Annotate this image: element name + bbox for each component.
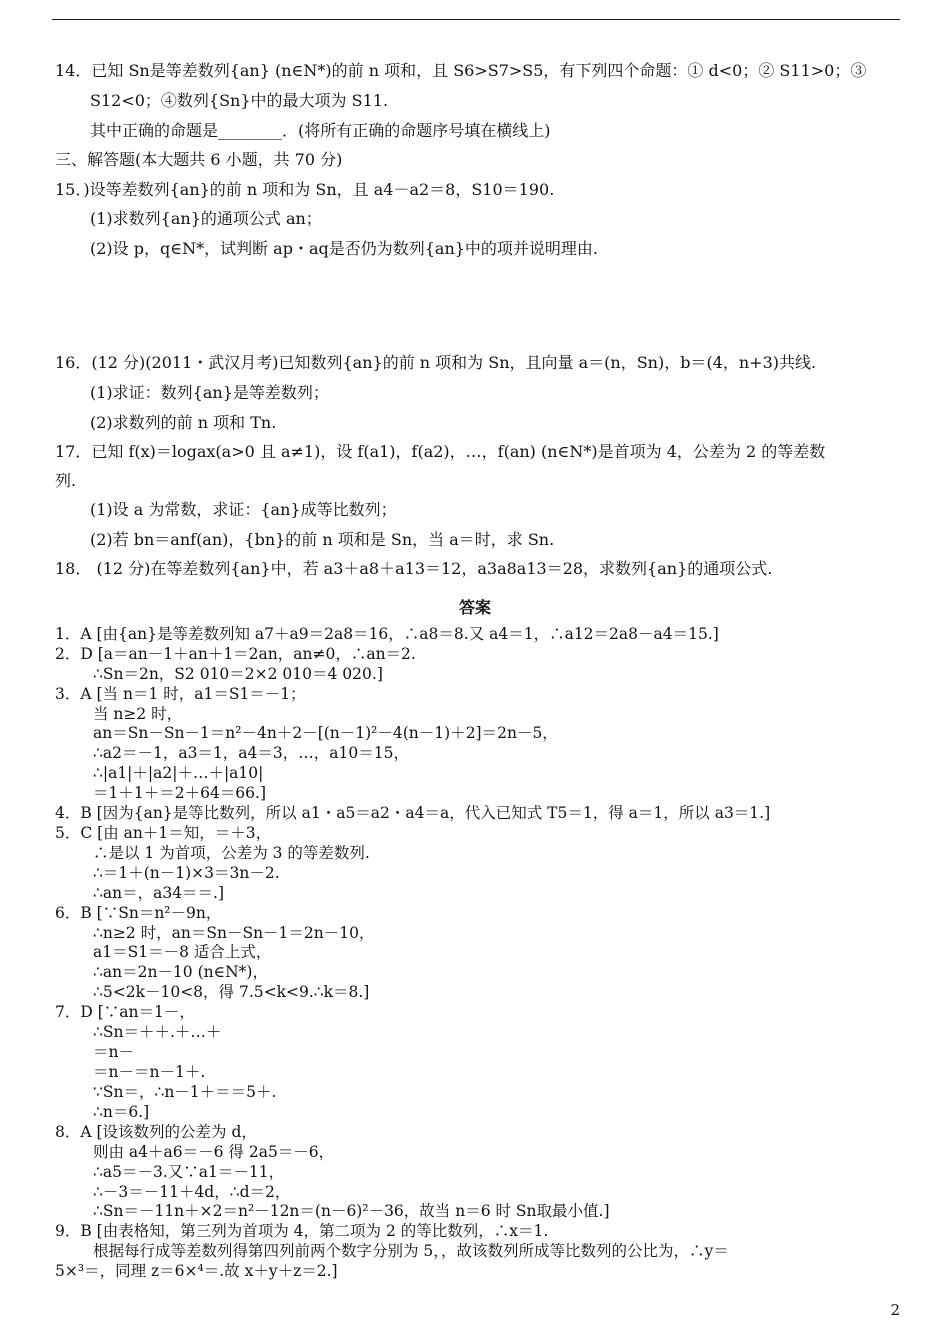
answer-line: ∴－3＝－11＋4d，∴d＝2，	[93, 1183, 291, 1201]
answer-line: ∴Sn＝2n，S2 010＝2×2 010＝4 020.]	[93, 665, 383, 683]
problem-line: 17．已知 f(x)＝logax(a>0 且 a≠1)，设 f(a1)，f(a2)，…，f(an) (n∈N*)是首项为 4，公差为 2 的等差数	[55, 442, 826, 461]
answer-line: ∴＝1＋(n－1)×3＝3n－2.	[93, 864, 280, 882]
answer-line: 则由 a4＋a6＝－6 得 2a5＝－6，	[93, 1143, 335, 1161]
answer-line: 7．D [∵an＝1－，	[55, 1003, 195, 1021]
answer-line: 8．A [设该数列的公差为 d，	[55, 1123, 257, 1141]
answer-line: 4．B [因为{an}是等比数列，所以 a1・a5＝a2・a4＝a，代入已知式 T5＝1，得 a＝1，所以 a3＝1.]	[55, 804, 771, 822]
answer-line: a1＝S1＝－8 适合上式，	[93, 943, 272, 961]
answer-line: ∴|a1|＋|a2|＋…＋|a10|	[93, 764, 264, 782]
answer-line: 6．B [∵Sn＝n²－9n，	[55, 904, 222, 922]
problem-line: 三、解答题(本大题共 6 小题，共 70 分)	[55, 150, 343, 169]
answer-line: 3．A [当 n＝1 时，a1＝S1＝－1；	[55, 685, 306, 703]
problem-line: 其中正确的命题是________．(将所有正确的命题序号填在横线上)	[90, 121, 551, 140]
problem-line: S12<0；④数列{Sn}中的最大项为 S11.	[90, 91, 389, 110]
answer-line: ∴an＝2n－10 (n∈N*)，	[93, 963, 268, 981]
answer-line: ∴n＝6.]	[93, 1103, 150, 1121]
problem-line: (2)设 p，q∈N*，试判断 ap・aq是否仍为数列{an}中的项并说明理由.	[90, 239, 599, 258]
problem-line: (2)若 bn＝anf(an)，{bn}的前 n 项和是 Sn，当 a＝时，求 Sn.	[90, 530, 555, 549]
answer-line: ＝n－	[93, 1043, 134, 1061]
problem-line: (2)求数列的前 n 项和 Tn.	[90, 413, 277, 432]
problem-line: 列.	[55, 471, 77, 490]
answer-line: 5．C [由 an＋1＝知，＝＋3，	[55, 824, 272, 842]
problem-line: 16．(12 分)(2011・武汉月考)已知数列{an}的前 n 项和为 Sn，且向量 a＝(n，Sn)，b＝(4，n+3)共线.	[55, 353, 817, 372]
answer-line: 9．B [由表格知，第三列为首项为 4，第二项为 2 的等比数列，∴x＝1.	[55, 1222, 549, 1240]
problem-line: 15．)设等差数列{an}的前 n 项和为 Sn，且 a4－a2＝8，S10＝190.	[55, 180, 555, 199]
answer-line: 2．D [a＝an－1＋an＋1＝2an，an≠0，∴an＝2.	[55, 645, 416, 663]
problem-line: 14．已知 Sn是等差数列{an} (n∈N*)的前 n 项和，且 S6>S7>S5，有下列四个命题：① d<0；② S11>0；③	[55, 61, 867, 80]
problem-line: (1)设 a 为常数，求证：{an}成等比数列；	[90, 500, 397, 519]
answer-line: an＝Sn－Sn－1＝n²－4n＋2－[(n－1)²－4(n－1)＋2]＝2n－5，	[93, 724, 558, 742]
answer-line: ∴Sn＝－11n＋×2＝n²－12n＝(n－6)²－36，故当 n＝6 时 Sn取最小值.]	[93, 1202, 610, 1220]
answer-line: ∴Sn＝＋＋.＋…＋	[93, 1023, 222, 1041]
answer-line: ∴5<2k－10<8，得 7.5<k<9.∴k＝8.]	[93, 983, 370, 1001]
problem-line: (1)求证：数列{an}是等差数列；	[90, 383, 329, 402]
answer-line: ∴a5＝－3.又∵a1＝－11，	[93, 1163, 285, 1181]
answer-line: 根据每行成等差数列得第四列前两个数字分别为 5，，故该数列所成等比数列的公比为，∴y＝	[93, 1242, 729, 1260]
answer-line: ∴a2＝－1，a3＝1，a4＝3，…，a10＝15，	[93, 744, 409, 762]
header-rule	[52, 19, 900, 20]
answer-line: 当 n≥2 时，	[93, 705, 183, 723]
answer-line: ∴是以 1 为首项，公差为 3 的等差数列.	[93, 844, 370, 862]
answers-title: 答案	[458, 598, 491, 617]
problem-line: 18． (12 分)在等差数列{an}中，若 a3＋a8＋a13＝12，a3a8a13＝28，求数列{an}的通项公式.	[55, 559, 773, 578]
answer-line: ∵Sn＝，∴n－1＋＝＝5＋.	[93, 1083, 277, 1101]
answer-line: ∴an＝，a34＝＝.]	[93, 884, 225, 902]
answer-line: ∴n≥2 时，an＝Sn－Sn－1＝2n－10，	[93, 924, 375, 942]
answer-line: ＝1＋1＋＝2＋64＝66.]	[93, 784, 267, 802]
answer-line: 1．A [由{an}是等差数列知 a7＋a9＝2a8＝16，∴a8＝8.又 a4＝1，∴a12＝2a8－a4＝15.]	[55, 625, 719, 643]
problem-line: (1)求数列{an}的通项公式 an；	[90, 209, 322, 228]
page-number: 2	[890, 1301, 900, 1319]
answer-line: 5×³＝，同理 z＝6×⁴＝.故 x＋y＋z＝2.]	[55, 1262, 338, 1280]
answer-line: ＝n－＝n－1＋.	[93, 1063, 206, 1081]
